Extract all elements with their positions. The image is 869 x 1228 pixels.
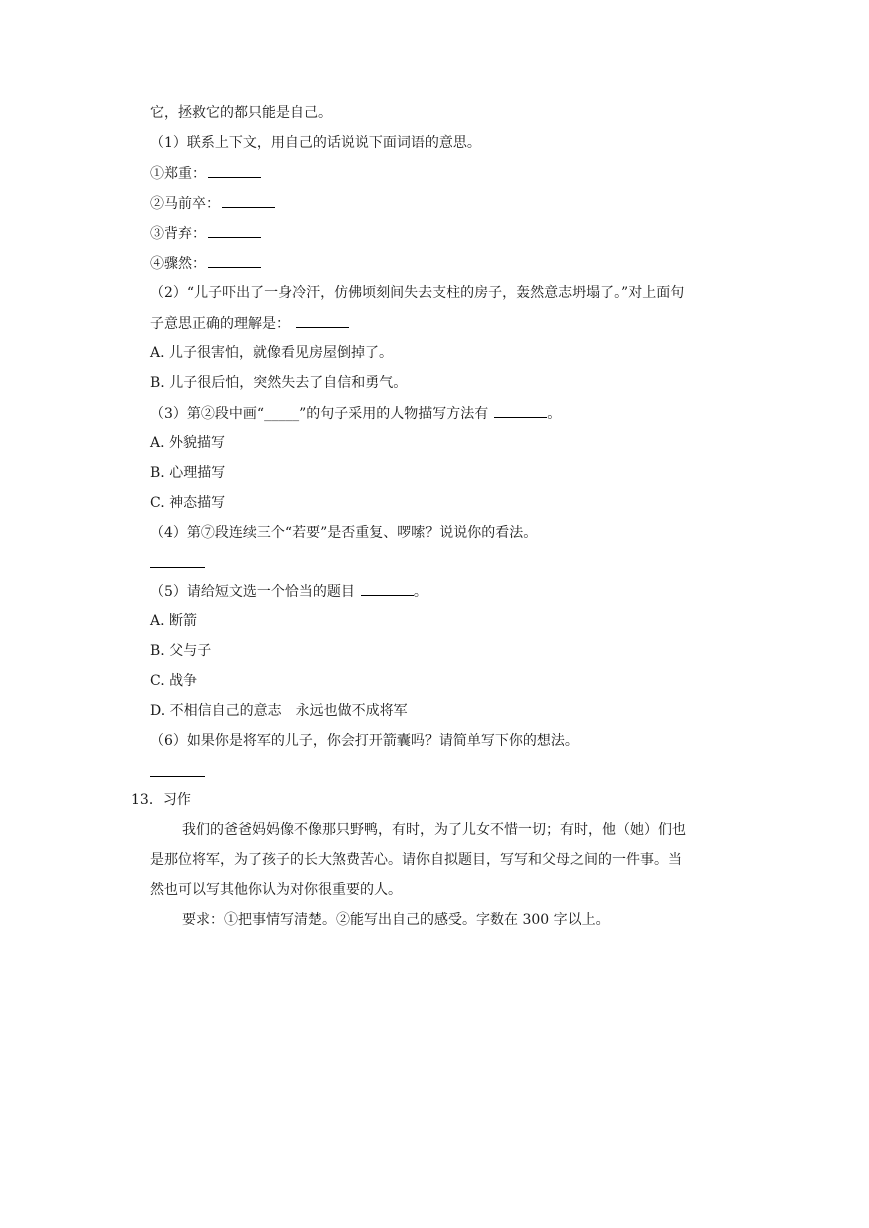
question-text: 子意思正确的理解是： — [150, 316, 290, 332]
punctuation: 。 — [413, 584, 428, 600]
paragraph-line: 我们的爸爸妈妈像不像那只野鸭，有时，为了儿女不惜一切；有时，他（她）们也 — [182, 822, 686, 838]
answer-blank[interactable] — [296, 313, 349, 328]
option-d: D. 不相信自己的意志 永远也做不成将军 — [150, 703, 408, 719]
option-c: C. 神态描写 — [150, 495, 226, 511]
question-4: （4）第⑦段连续三个“若要”是否重复、啰嗦？说说你的看法。 — [150, 525, 538, 541]
item-label: ④骤然： — [150, 256, 206, 272]
option-a: A. 儿子很害怕，就像看见房屋倒掉了。 — [150, 345, 394, 361]
question-5 — [150, 581, 428, 601]
question-text: （5）请给短文选一个恰当的题目 — [150, 584, 355, 600]
item-label: ②马前卒： — [150, 196, 220, 212]
punctuation: 。 — [547, 406, 562, 422]
question-1-item-4 — [150, 253, 261, 273]
item-label: ③背弃： — [150, 226, 206, 242]
answer-blank[interactable] — [208, 223, 261, 238]
question-1: （1）联系上下文，用自己的话说说下面词语的意思。 — [150, 135, 481, 151]
answer-blank[interactable] — [361, 581, 414, 596]
paragraph-line: 然也可以写其他你认为对你很重要的人。 — [150, 882, 402, 898]
question-2-continued — [150, 313, 349, 333]
text-line: 它，拯救它的都只能是自己。 — [150, 105, 332, 121]
question-6: （6）如果你是将军的儿子，你会打开箭囊吗？请简单写下你的想法。 — [150, 733, 579, 749]
answer-blank[interactable] — [150, 567, 205, 568]
option-b: B. 儿子很后怕，突然失去了自信和勇气。 — [150, 375, 408, 391]
question-3 — [150, 403, 561, 423]
question-1-item-1 — [150, 163, 261, 183]
item-label: ①郑重： — [150, 166, 206, 182]
paragraph-line: 是那位将军，为了孩子的长大煞费苦心。请你自拟题目，写写和父母之间的一件事。当 — [150, 852, 682, 868]
option-b: B. 心理描写 — [150, 465, 226, 481]
question-1-item-3 — [150, 223, 261, 243]
question-1-item-2 — [150, 193, 275, 213]
option-a: A. 外貌描写 — [150, 435, 226, 451]
answer-blank[interactable] — [150, 776, 205, 777]
requirements-line: 要求：①把事情写清楚。②能写出自己的感受。字数在 300 字以上。 — [182, 912, 610, 928]
section-heading: 13．习作 — [131, 792, 191, 808]
answer-blank[interactable] — [208, 163, 261, 178]
option-b: B. 父与子 — [150, 643, 212, 659]
question-text: （3）第②段中画“_____”的句子采用的人物描写方法有 — [150, 406, 489, 422]
answer-blank[interactable] — [494, 403, 547, 418]
answer-blank[interactable] — [208, 253, 261, 268]
option-c: C. 战争 — [150, 673, 198, 689]
option-a: A. 断箭 — [150, 613, 198, 629]
question-2: （2）“儿子吓出了一身冷汗，仿佛顷刻间失去支柱的房子，轰然意志坍塌了。”对上面句 — [150, 285, 685, 301]
answer-blank[interactable] — [222, 193, 275, 208]
